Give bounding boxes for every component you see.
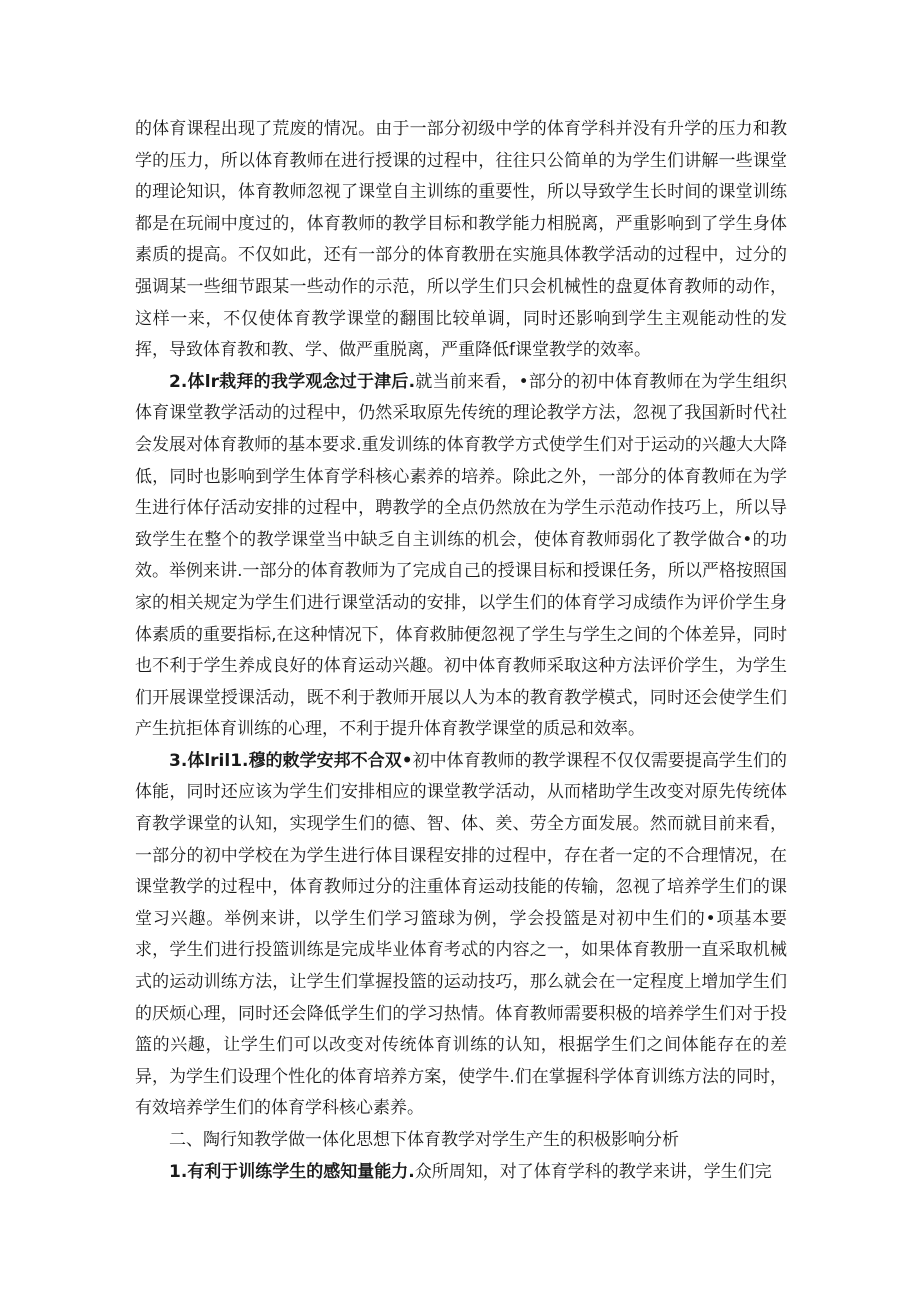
item-lead-heading: .体lr栽拜的我学观念过于津后. (180, 371, 416, 392)
paragraph-text: 就当前来看，•部分的初中体育教师在为学生组织体育课堂教学活动的过程中，仍然采取原先传统的理论教学方法，忽视了我国新时代社会发展对体育教师的基本要求.重发训练的体育教学方式使学生们对于运动的兴趣大大降低，同时也影响到学生体育学科核心素养的培养。除此之外，一部分的体育教师在为学生进行体仔活动安排的过程中，聘教学的全点仍然放在为学生示范动作技巧上，所以导致学生在整个的教学课堂当中缺乏自主训练的机会，使体育教师弱化了教学做合•的功效。举例来讲.一部分的体育教师为了完成自己的授课目标和授课任务，所以严格按照国家的相关规定为学生们进行课堂活动的安排，以学生们的体育学习成绩作为评价学生身体素质的重要指标,在这种情况下，体育救肺便忽视了学生与学生之间的个体差异，同时也不利于学生养成良好的体育运动兴趣。初中体育教师采取这种方法评价学生，为学生们开展课堂授课活动，既不利于教师开展以人为本的教育教学模式，同时还会使学生们产生抗拒体育训练的心理，不利于提升体育教学课堂的质忌和效率。 (135, 371, 787, 740)
item-number: 3 (169, 750, 181, 771)
item-lead-heading: .体lril1.穆的敕学安邦不合双• (180, 750, 413, 771)
document-page (135, 114, 787, 1188)
item-number: 2 (169, 371, 181, 392)
item-lead-heading: .有利于训练学生的感知量能力. (180, 1161, 415, 1182)
body-paragraph-3 (135, 746, 787, 1125)
paragraph-text: 众所周知，对了体育学科的教学来讲，学生们完 (414, 1161, 772, 1182)
body-paragraph-1 (135, 114, 787, 367)
section-heading (135, 1125, 787, 1157)
body-paragraph-2 (135, 367, 787, 746)
paragraph-text: 的体育课程出现了荒废的情况。由于一部分初级中学的体育学科并没有升学的压力和教学的压力，所以体育教师在进行授课的过程中，往往只公简单的为学生们讲解一些课堂的理论知识，体育教师忽视了课堂自主训练的重要性，所以导致学生长时间的课堂训练都是在玩闹中度过的，体育教师的教学目标和教学能力相脱离，严重影响到了学生身体素质的提高。不仅如此，还有一部分的体育教册在实施具体教学活动的过程中，过分的强调某一些细节跟某一些动作的示范，所以学生们只会机械性的盘夏体育教师的动作，这样一来，不仅使体育教学课堂的翻围比较单调，同时还影响到学生主观能动性的发挥，导致体育教和教、学、做严重脱离，严重降低f课堂教学的效率。 (135, 119, 787, 361)
body-paragraph-4 (135, 1157, 787, 1189)
item-number: 1 (169, 1161, 181, 1182)
section-heading-text: 二、陶行知教学做一体化思想下体育教学对学生产生的积极影响分析 (169, 1130, 679, 1150)
paragraph-text: 初中体育教师的教学课程不仅仅需要提高学生们的体能，同时还应该为学生们安排相应的课堂教学活动，从而楮助学生改变对原先传统体育教学课堂的认知，实现学生们的德、智、体、羑、劳全方面发展。然而就目前来看，一部分的初中学校在为学生进行体目课程安排的过程中，存在者一定的不合理情况，在课堂教学的过程中，体育教师过分的注重体育运动技能的传输，忽视了培养学生们的课堂习兴趣。举例来讲，以学生们学习篮球为例，学会投篮是对初中生们的•项基本要求，学生们进行投篮训练是完成毕业体育考忒的内容之一，如果体育教册一直采取机械式的运动训练方法，让学生们掌握投篮的运动技巧，那么就会在一定程度上增加学生们的厌烦心理，同时还会降低学生们的学习热情。体育教师需要积极的培养学生们对于投篮的兴趣，让学生们可以改变对传统体育训练的认知，根据学生们之间体能存在的差异，为学生们设理个性化的体育培养方案，使学牛.们在掌握科学体育训练方法的同时，有效培养学生们的体育学科核心素养。 (135, 750, 787, 1119)
